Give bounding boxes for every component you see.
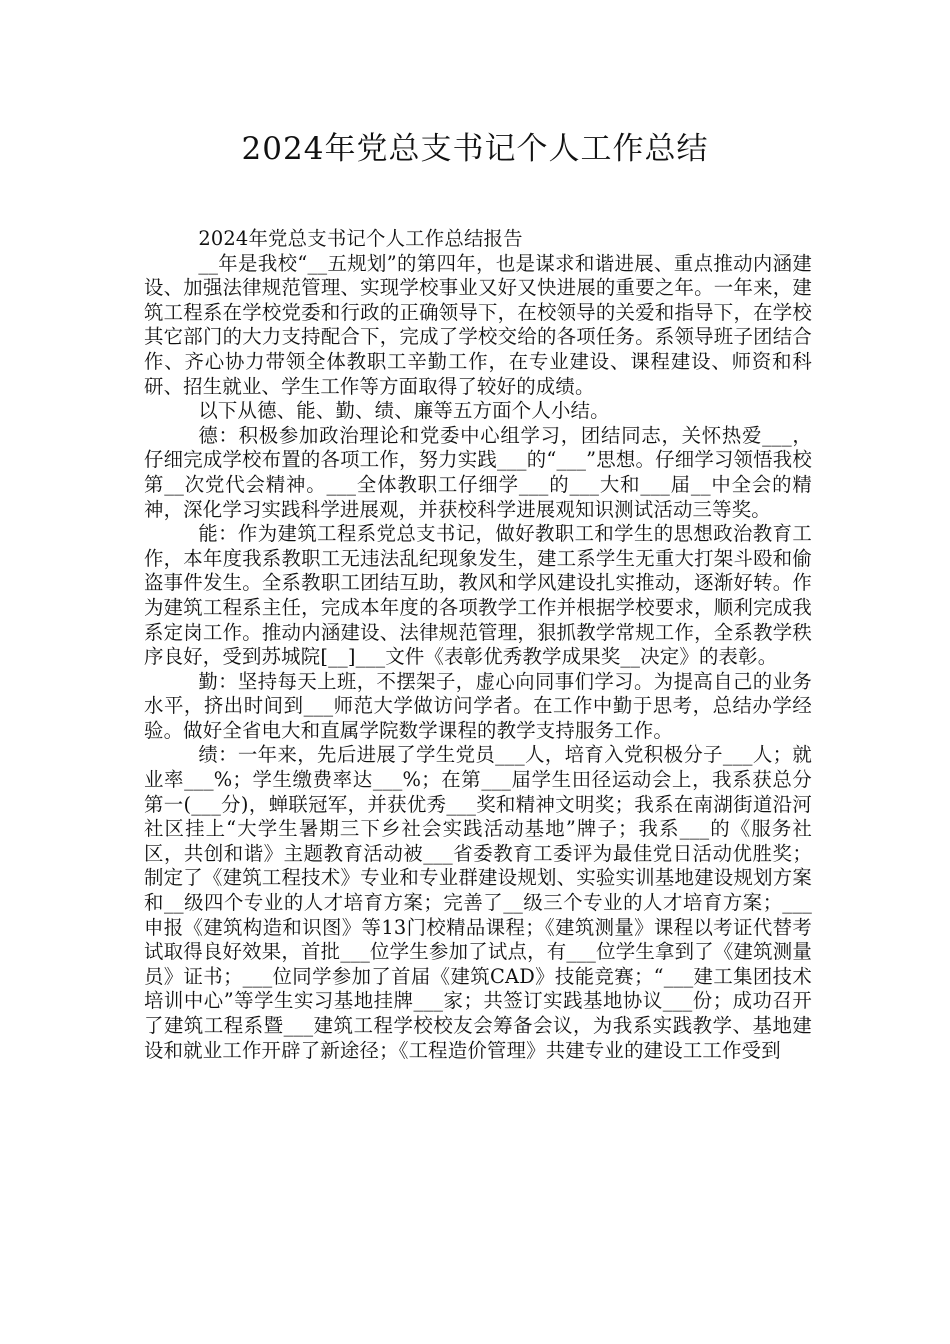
virtue-paragraph: 德：积极参加政治理论和党委中心组学习，团结同志，关怀热爱___，仔细完成学校布置的各项工作，努力实践___的“___”思想。仔细学习领悟我校第__次党代会精神。___全体教职工仔细学___的___大和___届__中全会的精神，深化学习实践科学进展观，并获校科学进展观知识测试活动三等奖。 bbox=[144, 423, 812, 521]
report-subtitle-paragraph: 2024年党总支书记个人工作总结报告 bbox=[198, 227, 523, 250]
summary-outline-paragraph: 以下从德、能、勤、绩、廉等五方面个人小结。 bbox=[198, 399, 610, 423]
document-title: 2024年党总支书记个人工作总结 bbox=[241, 131, 709, 167]
achievement-paragraph: 绩：一年来，先后进展了学生党员___人，培育入党积极分子___人；就业率___%；学生缴费率达___%；在第___届学生田径运动会上，我系获总分第一(___分)，蝉联冠军，并获优秀___奖和精神文明奖；我系在南湖街道沿河社区挂上“大学生暑期三下乡社会实践活动基地”牌子；我系___的《服务社区，共创和谐》主题教育活动被___省委教育工委评为最佳党日活动优胜奖；制定了《建筑工程技术》专业和专业群建设规划、实验实训基地建设规划方案和__级四个专业的人才培育方案；完善了__级三个专业的人才培育方案；___申报《建筑构造和识图》等13门校精品课程；《建筑测量》课程以考证代替考试取得良好效果，首批___位学生参加了试点，有___位学生拿到了《建筑测量员》证书；___位同学参加了首届《建筑CAD》技能竞赛；“___建工集团技术培训中心”等学生实习基地挂牌___家；共签订实践基地协议___份；成功召开了建筑工程系暨___建筑工程学校校友会筹备会议，为我系实践教学、基地建设和就业工作开辟了新途径；《工程造价管理》共建专业的建设工工作受到 bbox=[144, 743, 812, 1062]
diligence-paragraph: 勤：坚持每天上班，不摆架子，虚心向同事们学习。为提高自己的业务水平，挤出时间到___师范大学做访问学者。在工作中勤于思考，总结办学经验。做好全省电大和直属学院数学课程的教学支持服务工作。 bbox=[144, 669, 812, 742]
intro-paragraph: __年是我校“__五规划”的第四年，也是谋求和谐进展、重点推动内涵建设、加强法律规范管理、实现学校事业又好又快进展的重要之年。一年来，建筑工程系在学校党委和行政的正确领导下，在校领导的关爱和指导下，在学校其它部门的大力支持配合下，完成了学校交给的各项任务。系领导班子团结合作、齐心协力带领全体教职工辛勤工作，在专业建设、课程建设、师资和科研、招生就业、学生工作等方面取得了较好的成绩。 bbox=[144, 251, 812, 398]
document-body bbox=[144, 227, 812, 1063]
ability-paragraph: 能：作为建筑工程系党总支书记，做好教职工和学生的思想政治教育工作，本年度我系教职工无违法乱纪现象发生，建工系学生无重大打架斗殴和偷盗事件发生。全系教职工团结互助，教风和学风建设扎实推动，逐渐好转。作为建筑工程系主任，完成本年度的各项教学工作并根据学校要求，顺利完成我系定岗工作。推动内涵建设、法律规范管理，狠抓教学常规工作，全系教学秩序良好，受到苏城院[__]___文件《表彰优秀教学成果奖__决定》的表彰。 bbox=[144, 522, 812, 669]
